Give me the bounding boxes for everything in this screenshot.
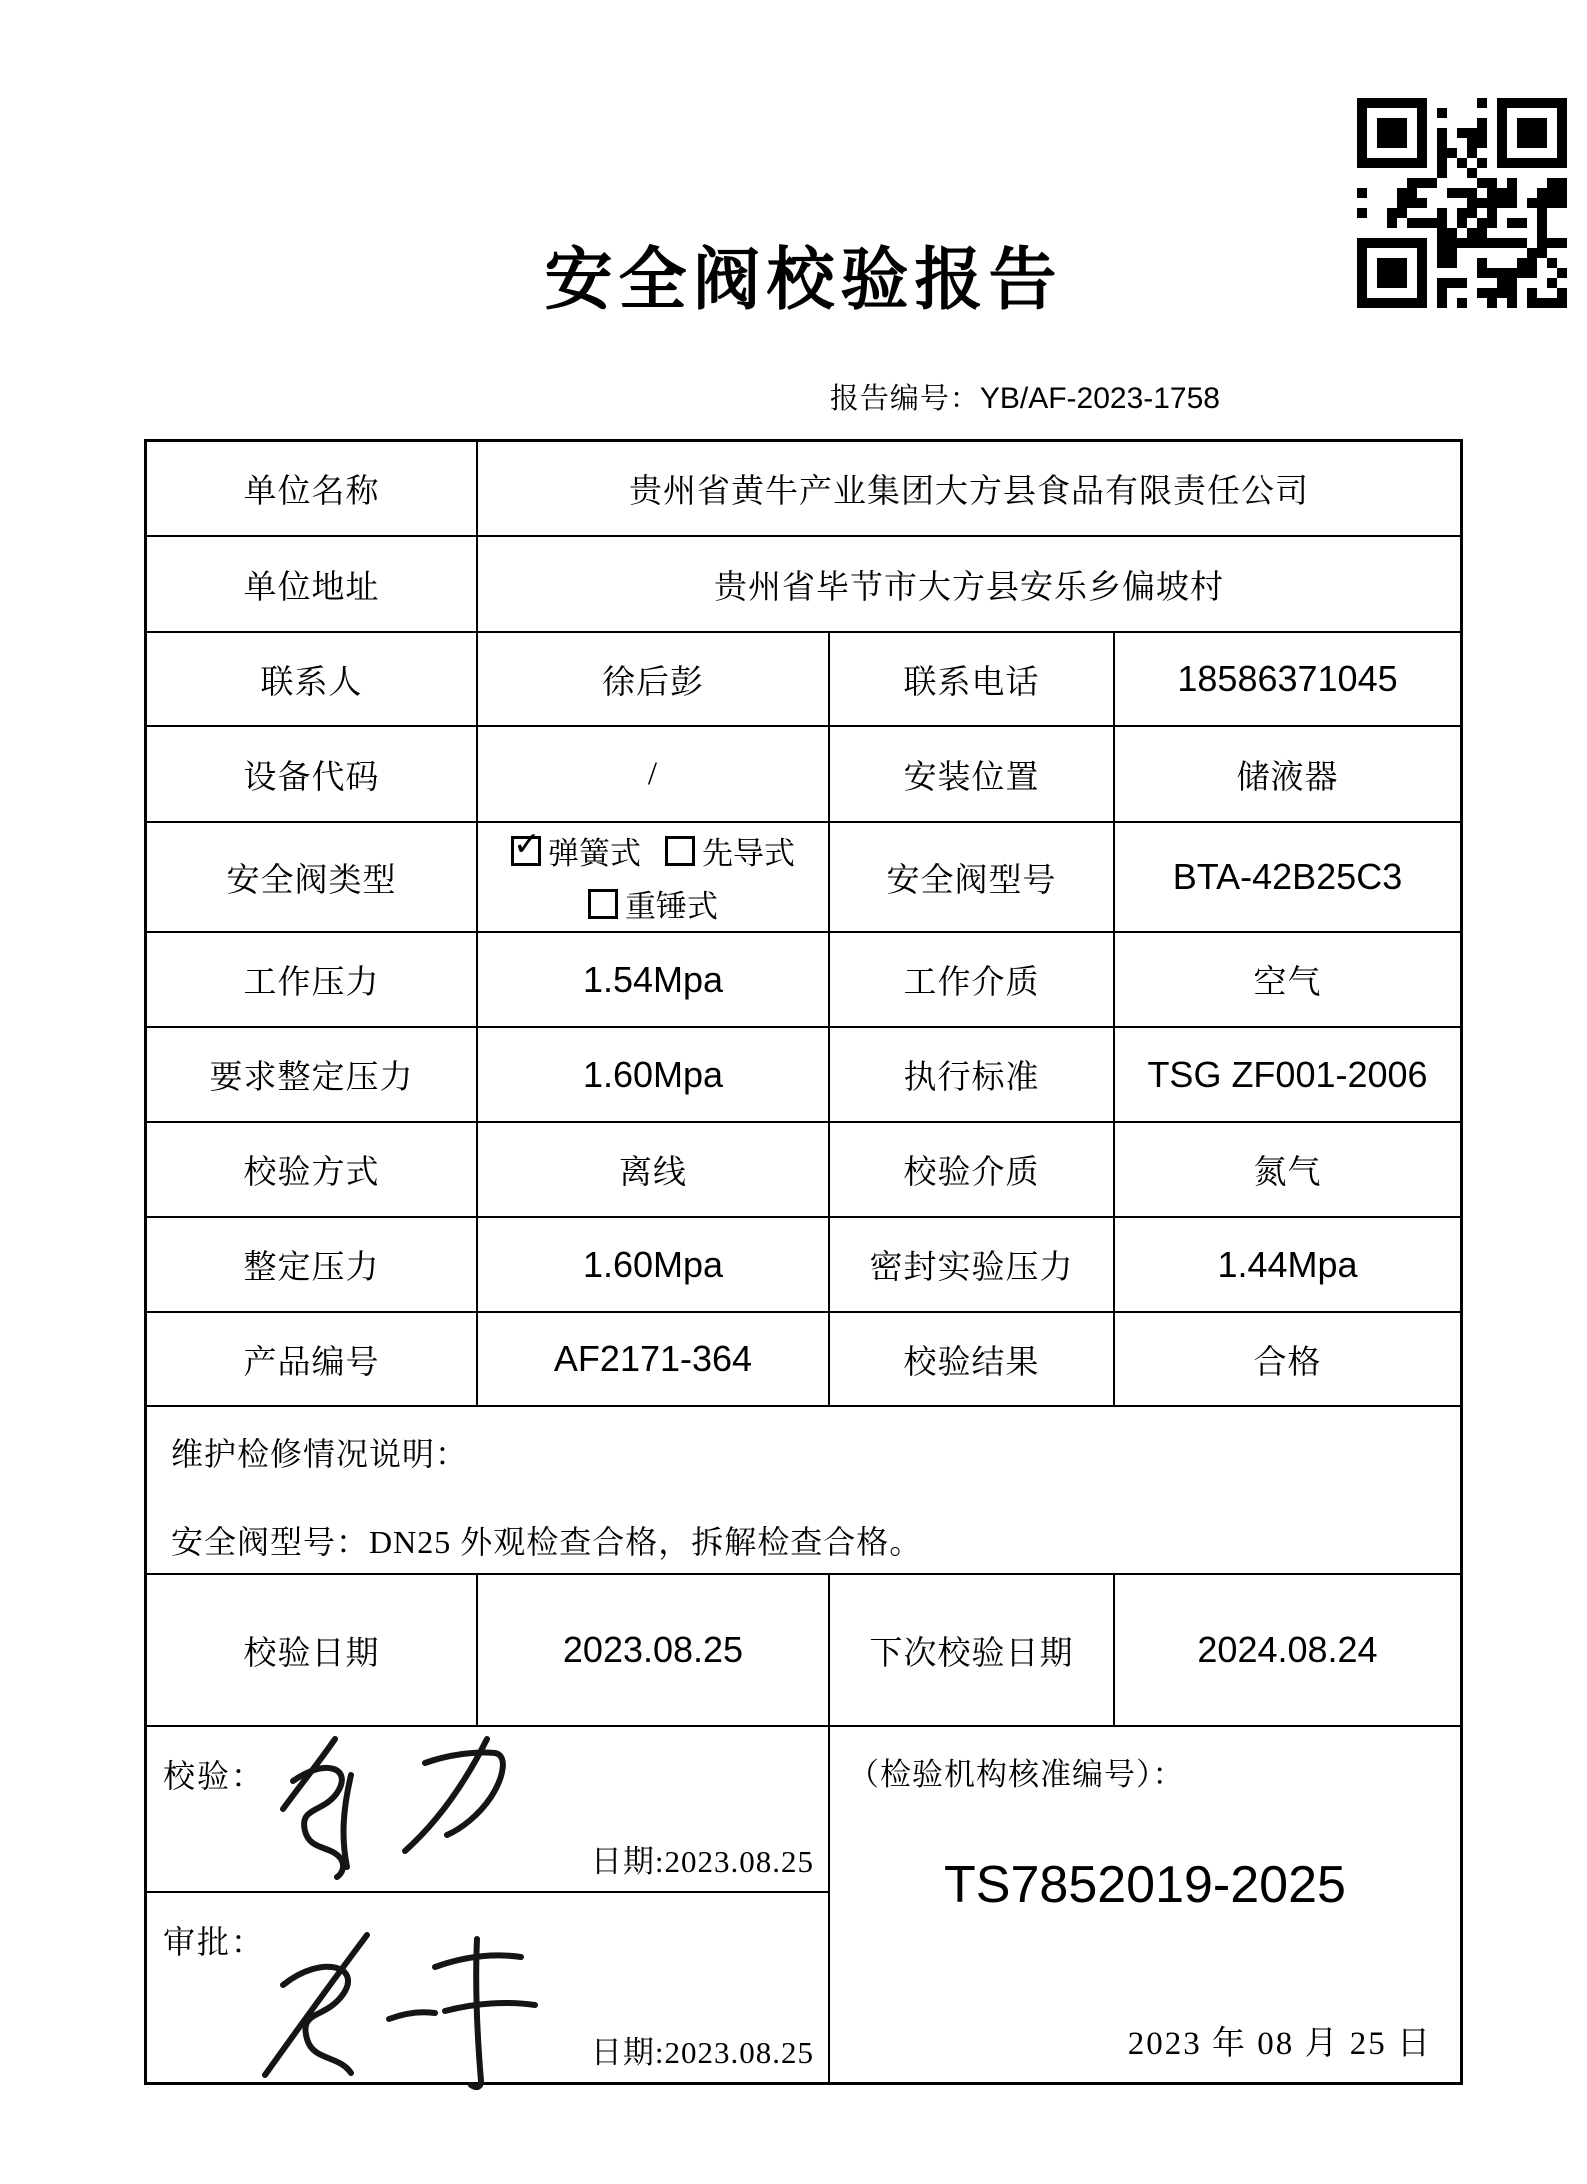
valve-type-label: 安全阀类型 bbox=[147, 823, 478, 933]
required-set-pressure-value: 1.60Mpa bbox=[478, 1028, 830, 1123]
org-approval-block bbox=[830, 1727, 1460, 2082]
valve-type-option-label: 重锤式 bbox=[625, 889, 718, 924]
page-title: 安全阀校验报告 bbox=[544, 242, 1063, 318]
signature-li-wei bbox=[239, 1923, 579, 2093]
calibration-method-value: 离线 bbox=[478, 1123, 830, 1218]
org-approval-code: TS7852019-2025 bbox=[944, 1856, 1346, 1914]
valve-type-option-label: 先导式 bbox=[702, 836, 795, 871]
valve-type-line-1 bbox=[511, 823, 795, 873]
checkbox-unchecked-icon bbox=[665, 836, 695, 866]
set-pressure-value: 1.60Mpa bbox=[478, 1218, 830, 1313]
report-table bbox=[144, 439, 1463, 2085]
unit-name-value: 贵州省黄牛产业集团大方县食品有限责任公司 bbox=[478, 442, 1460, 537]
calibration-date-label: 校验日期 bbox=[147, 1575, 478, 1727]
calibration-medium-value: 氮气 bbox=[1115, 1123, 1460, 1218]
calibration-result-label: 校验结果 bbox=[830, 1313, 1115, 1407]
product-number-label: 产品编号 bbox=[147, 1313, 478, 1407]
seal-test-pressure-label: 密封实验压力 bbox=[830, 1218, 1115, 1313]
valve-type-options bbox=[478, 823, 830, 933]
product-number-value: AF2171-364 bbox=[478, 1313, 830, 1407]
verify-label: 校验： bbox=[163, 1758, 266, 1794]
phone-value: 18586371045 bbox=[1115, 633, 1460, 727]
calibration-medium-label: 校验介质 bbox=[830, 1123, 1115, 1218]
work-pressure-label: 工作压力 bbox=[147, 933, 478, 1028]
valve-type-line-2 bbox=[588, 881, 718, 926]
work-medium-value: 空气 bbox=[1115, 933, 1460, 1028]
report-number bbox=[144, 376, 1220, 417]
install-position-value: 储液器 bbox=[1115, 727, 1460, 823]
approve-label: 审批： bbox=[163, 1924, 266, 1960]
standard-value: TSG ZF001-2006 bbox=[1115, 1028, 1460, 1123]
report-number-label: 报告编号： bbox=[829, 383, 980, 415]
required-set-pressure-label: 要求整定压力 bbox=[147, 1028, 478, 1123]
unit-name-label: 单位名称 bbox=[147, 442, 478, 537]
checkbox-unchecked-icon bbox=[588, 889, 618, 919]
approve-date: 日期:2023.08.25 bbox=[590, 2035, 814, 2070]
device-code-value: / bbox=[478, 727, 830, 823]
contact-label: 联系人 bbox=[147, 633, 478, 727]
valve-type-option-spring bbox=[511, 823, 641, 873]
unit-address-label: 单位地址 bbox=[147, 537, 478, 633]
set-pressure-label: 整定压力 bbox=[147, 1218, 478, 1313]
contact-value: 徐后彭 bbox=[478, 633, 830, 727]
next-calibration-date-value: 2024.08.24 bbox=[1115, 1575, 1460, 1727]
verify-date: 日期:2023.08.25 bbox=[590, 1844, 814, 1879]
signature-xu-li bbox=[247, 1705, 577, 1905]
maintenance-section bbox=[147, 1407, 1460, 1575]
install-position-label: 安装位置 bbox=[830, 727, 1115, 823]
maintenance-title: 维护检修情况说明： bbox=[171, 1436, 469, 1472]
calibration-method-label: 校验方式 bbox=[147, 1123, 478, 1218]
checkbox-checked-icon bbox=[511, 823, 541, 866]
maintenance-note: 安全阀型号：DN25 外观检查合格，拆解检查合格。 bbox=[171, 1524, 923, 1560]
work-pressure-value: 1.54Mpa bbox=[478, 933, 830, 1028]
valve-type-option-pilot bbox=[665, 828, 795, 873]
seal-test-pressure-value: 1.44Mpa bbox=[1115, 1218, 1460, 1313]
calibration-result-value: 合格 bbox=[1115, 1313, 1460, 1407]
org-approval-label: （检验机构核准编号）： bbox=[848, 1757, 1185, 1792]
device-code-label: 设备代码 bbox=[147, 727, 478, 823]
valve-model-value: BTA-42B25C3 bbox=[1115, 823, 1460, 933]
calibration-date-value: 2023.08.25 bbox=[478, 1575, 830, 1727]
unit-address-value: 贵州省毕节市大方县安乐乡偏坡村 bbox=[478, 537, 1460, 633]
check-icon: ✓ bbox=[513, 823, 541, 863]
verify-signature-block bbox=[147, 1727, 830, 1893]
approve-signature-block bbox=[147, 1893, 830, 2082]
next-calibration-date-label: 下次校验日期 bbox=[830, 1575, 1115, 1727]
valve-model-label: 安全阀型号 bbox=[830, 823, 1115, 933]
phone-label: 联系电话 bbox=[830, 633, 1115, 727]
valve-type-option-label: 弹簧式 bbox=[548, 836, 641, 871]
work-medium-label: 工作介质 bbox=[830, 933, 1115, 1028]
issue-date: 2023 年 08 月 25 日 bbox=[1127, 2026, 1432, 2062]
standard-label: 执行标准 bbox=[830, 1028, 1115, 1123]
report-number-value: YB/AF-2023-1758 bbox=[979, 382, 1220, 415]
valve-type-option-weight bbox=[588, 881, 718, 926]
